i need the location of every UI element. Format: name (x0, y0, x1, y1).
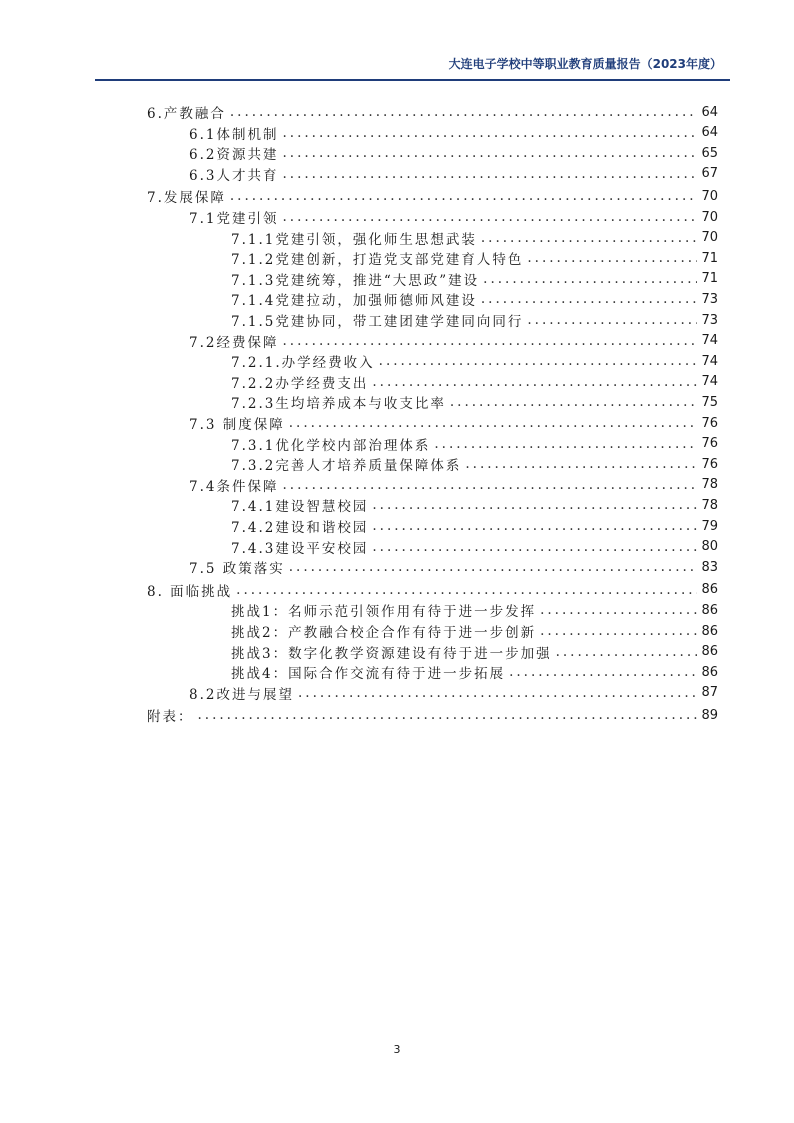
toc-entry-title: 挑战4：国际合作交流有待于进一步拓展 (231, 666, 506, 683)
toc-entry-title: 7.2.2办学经费支出 (231, 375, 369, 392)
toc-entry-title: 7.5 政策落实 (189, 561, 285, 578)
toc-entry-page: 70 (701, 230, 718, 246)
toc-entry-page: 73 (701, 291, 718, 307)
toc-entry[interactable] (0, 143, 718, 163)
toc-dot-leader (282, 477, 697, 493)
toc-entry[interactable] (0, 164, 718, 184)
toc-entry[interactable] (0, 102, 718, 122)
toc-dot-leader (372, 518, 697, 534)
toc-entry-title: 7.3 制度保障 (189, 417, 285, 433)
toc-entry[interactable] (0, 186, 718, 206)
toc-entry-page: 74 (701, 374, 718, 390)
toc-entry-page: 67 (701, 166, 718, 182)
toc-entry-title: 附表： (147, 709, 194, 726)
toc-entry-page: 64 (701, 104, 718, 120)
toc-entry[interactable] (0, 248, 718, 268)
toc-dot-leader (540, 602, 697, 618)
report-header-title: 大连电子学校中等职业教育质量报告（2023年度） (448, 57, 722, 71)
toc-entry[interactable] (0, 537, 718, 557)
page-number: 3 (393, 1043, 401, 1056)
toc-entry[interactable] (0, 228, 718, 248)
toc-entry[interactable] (0, 580, 718, 600)
toc-entry-page: 74 (701, 333, 718, 349)
toc-entry[interactable] (0, 621, 718, 641)
toc-dot-leader (298, 685, 697, 701)
toc-entry[interactable] (0, 310, 718, 330)
toc-entry[interactable] (0, 662, 718, 682)
toc-dot-leader (372, 539, 697, 555)
toc-entry[interactable] (0, 331, 718, 351)
toc-dot-leader (236, 582, 697, 598)
toc-dot-leader (450, 394, 698, 410)
toc-entry-page: 86 (701, 623, 718, 639)
toc-entry[interactable] (0, 600, 718, 620)
toc-entry[interactable] (0, 413, 718, 433)
toc-dot-leader (230, 188, 698, 204)
toc-entry-page: 80 (701, 539, 718, 555)
toc-entry-page: 87 (701, 685, 718, 701)
toc-entry-page: 76 (701, 415, 718, 431)
toc-dot-leader (282, 166, 697, 182)
toc-dot-leader (282, 209, 697, 225)
toc-dot-leader (527, 250, 697, 266)
toc-dot-leader (509, 664, 697, 680)
toc-dot-leader (379, 353, 698, 369)
toc-dot-leader (282, 333, 697, 349)
toc-dot-leader (481, 230, 698, 246)
header-divider (95, 79, 730, 81)
toc-dot-leader (556, 644, 698, 660)
toc-dot-leader (372, 374, 697, 390)
toc-entry-title: 6.3人才共育 (189, 167, 279, 184)
toc-entry-title: 7.3.1优化学校内部治理体系 (231, 437, 431, 454)
toc-entry-title: 8. 面临挑战 (147, 583, 233, 600)
toc-entry-title: 7.4条件保障 (189, 478, 279, 495)
toc-dot-leader (465, 456, 697, 472)
toc-entry[interactable] (0, 557, 718, 577)
toc-entry-title: 挑战1：名师示范引领作用有待于进一步发挥 (231, 604, 537, 621)
toc-entry-page: 86 (701, 644, 718, 660)
toc-entry-page: 79 (701, 518, 718, 534)
toc-entry-title: 7.4.2建设和谐校园 (231, 520, 369, 536)
toc-entry[interactable] (0, 642, 718, 662)
toc-entry-title: 7.1党建引领 (189, 211, 279, 227)
toc-entry-page: 83 (701, 559, 718, 575)
toc-entry-title: 挑战3：数字化教学资源建设有待于进一步加强 (231, 645, 552, 662)
toc-entry-page: 86 (701, 664, 718, 680)
toc-dot-leader (372, 497, 697, 513)
toc-dot-leader (434, 436, 697, 452)
toc-entry-title: 7.4.1建设智慧校园 (231, 499, 369, 516)
toc-entry[interactable] (0, 123, 718, 143)
toc-entry-page: 65 (701, 145, 718, 161)
toc-entry-title: 6.产教融合 (147, 106, 226, 122)
toc-entry[interactable] (0, 289, 718, 309)
toc-entry-page: 74 (701, 353, 718, 369)
toc-entry[interactable] (0, 516, 718, 536)
toc-entry-page: 76 (701, 436, 718, 452)
toc-entry-page: 75 (701, 394, 718, 410)
toc-dot-leader (198, 707, 698, 723)
toc-entry-page: 70 (701, 188, 718, 204)
toc-entry-title: 8.2改进与展望 (189, 686, 294, 703)
toc-entry-title: 7.1.3党建统筹，推进“大思政”建设 (231, 272, 480, 289)
toc-entry-page: 76 (701, 456, 718, 472)
toc-dot-leader (289, 559, 698, 575)
toc-entry[interactable] (0, 269, 718, 289)
toc-entry-title: 7.发展保障 (147, 190, 226, 207)
toc-entry[interactable] (0, 392, 718, 412)
toc-dot-leader (527, 312, 697, 328)
toc-entry[interactable] (0, 434, 718, 454)
toc-entry-title: 7.2.1.办学经费收入 (231, 355, 375, 372)
toc-entry[interactable] (0, 207, 718, 227)
toc-dot-leader (230, 104, 698, 120)
toc-entry-page: 86 (701, 582, 718, 598)
toc-dot-leader (483, 271, 697, 287)
toc-entry[interactable] (0, 495, 718, 515)
toc-entry[interactable] (0, 454, 718, 474)
toc-entry-title: 6.2资源共建 (189, 147, 279, 164)
toc-entry-title: 7.3.2完善人才培养质量保障体系 (231, 458, 462, 475)
toc-entry-title: 7.1.2党建创新，打造党支部党建育人特色 (231, 252, 524, 269)
toc-entry-page: 73 (701, 312, 718, 328)
toc-entry[interactable] (0, 475, 718, 495)
toc-entry-title: 挑战2：产教融合校企合作有待于进一步创新 (231, 625, 537, 641)
toc-entry[interactable] (0, 351, 718, 371)
toc-entry-page: 86 (701, 602, 718, 618)
toc-dot-leader (289, 415, 698, 431)
toc-entry[interactable] (0, 705, 718, 725)
toc-entry-title: 7.2经费保障 (189, 334, 279, 351)
toc-entry-page: 70 (701, 209, 718, 225)
toc-entry[interactable] (0, 372, 718, 392)
toc-dot-leader (540, 623, 697, 639)
toc-entry-page: 78 (701, 497, 718, 513)
toc-entry-page: 78 (701, 477, 718, 493)
toc-dot-leader (282, 145, 697, 161)
toc-entry-title: 6.1体制机制 (189, 126, 279, 143)
toc-entry-title: 7.1.5党建协同，带工建团建学建同向同行 (231, 314, 524, 330)
toc-entry-title: 7.1.4党建拉动，加强师德师风建设 (231, 293, 477, 310)
toc-entry-page: 89 (701, 707, 718, 723)
toc-entry-title: 7.1.1党建引领，强化师生思想武装 (231, 231, 477, 248)
toc-entry-title: 7.4.3建设平安校园 (231, 540, 369, 557)
toc-entry-title: 7.2.3生均培养成本与收支比率 (231, 396, 446, 413)
toc-dot-leader (282, 125, 697, 141)
toc-entry-page: 64 (701, 125, 718, 141)
toc-entry-page: 71 (701, 250, 718, 266)
toc-entry[interactable] (0, 683, 718, 703)
toc-entry-page: 71 (701, 271, 718, 287)
toc-dot-leader (481, 291, 698, 307)
